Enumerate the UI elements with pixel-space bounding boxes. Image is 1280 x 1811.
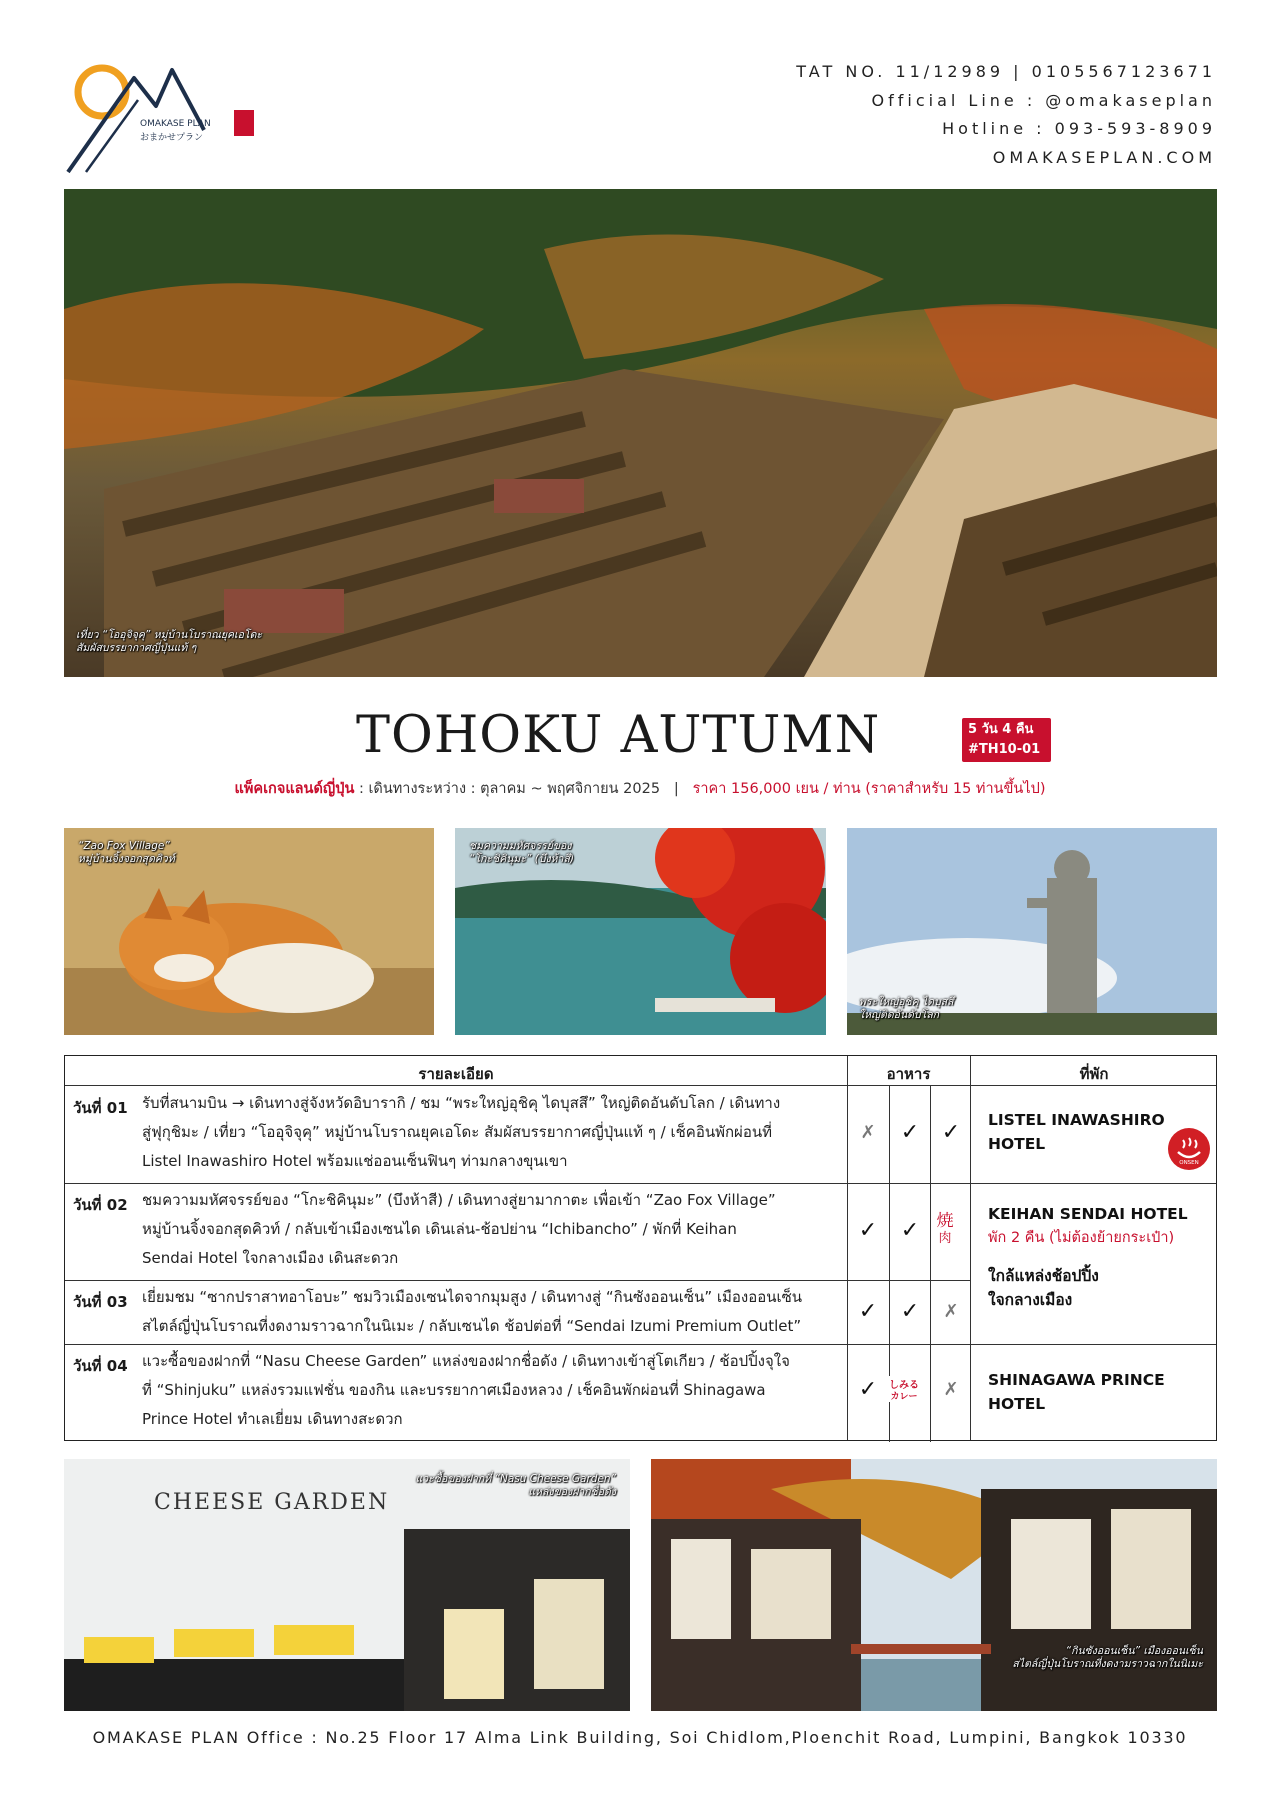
- lunch-check-icon: ✓: [900, 1299, 920, 1324]
- description-line: สู่ฟุกุชิมะ / เที่ยว “โออุจิจุคุ” หมู่บ้านโบราณยุคเอโดะ สัมผัสบรรยากาศญี่ปุ่นแท้ ๆ / เช็คอินพักผ่อนที่: [142, 1123, 772, 1141]
- store-sign: CHEESE GARDEN: [154, 1490, 390, 1515]
- omakase-plan-logo[interactable]: [64, 60, 264, 178]
- row-divider: [65, 1280, 970, 1281]
- meal-divider: [930, 1085, 931, 1442]
- description-line: Listel Inawashiro Hotel พร้อมแช่ออนเซ็นฟินๆ ท่ามกลางขุนเขา: [142, 1152, 568, 1170]
- svg-text:焼: 焼: [936, 1211, 954, 1231]
- tat-license: TAT NO. 11/12989 | 0105567123671: [796, 62, 1216, 81]
- onsen-badge-label: ONSEN: [1179, 1160, 1199, 1166]
- description-line: แวะซื้อของฝากที่ “Nasu Cheese Garden” แหล่งของฝากชื่อดัง / เดินทางเข้าสู่โตเกียว / ช้อปปิ้งจุใจ: [142, 1352, 790, 1370]
- logo-brand-name-jp: おまかせプラン: [140, 133, 204, 143]
- description-line: Sendai Hotel ใจกลางเมือง เดินสะดวก: [142, 1249, 399, 1267]
- lunch-check-icon: ✓: [900, 1218, 920, 1243]
- hotel-location-note: ใกล้แหล่งช้อปปิ้ง: [988, 1267, 1099, 1285]
- hotel-name: HOTEL: [988, 1135, 1046, 1153]
- day-label: วันที่ 01: [73, 1099, 128, 1117]
- breakfast-check-icon: ✓: [858, 1299, 878, 1324]
- package-label: แพ็คเกจแลนด์ญี่ปุ่น: [234, 781, 355, 797]
- hotel-stay-note: พัก 2 คืน (ไม่ต้องย้ายกระเป๋า): [988, 1230, 1175, 1246]
- logo-mark-icon: [64, 60, 264, 178]
- package-subline: [0, 777, 1280, 800]
- day-description: [142, 1283, 834, 1341]
- ginzan-onsen-image: [651, 1459, 1217, 1711]
- tour-duration: 5 วัน 4 คืน: [968, 722, 1034, 737]
- description-line: ที่ “Shinjuku” แหล่งรวมแฟชั่น ของกิน และบรรยากาศเมืองหลวง / เช็คอินพักผ่อนที่ Shinagawa: [142, 1381, 766, 1399]
- breakfast-check-icon: ✓: [858, 1377, 878, 1402]
- website-link[interactable]: OMAKASEPLAN.COM: [992, 147, 1216, 167]
- description-line: รับที่สนามบิน → เดินทางสู่จังหวัดอิบารากิ / ชม “พระใหญ่อุชิคุ ไดบุสสึ” ใหญ่ติดอันดับโลก / เดินทาง: [142, 1094, 781, 1112]
- breakfast-none-icon: ✗: [860, 1122, 876, 1143]
- svg-text:しみる: しみる: [889, 1380, 919, 1391]
- pond-caption: ชมความมหัศจรรย์ของ “โกะชิคินุมะ” (บึงห้าสี): [469, 840, 574, 865]
- day-description: [142, 1186, 834, 1273]
- travel-period: : เดินทางระหว่าง : ตุลาคม ~ พฤศจิกายน 2025: [354, 781, 661, 797]
- day-label: วันที่ 04: [73, 1357, 128, 1375]
- breakfast-check-icon: ✓: [858, 1218, 878, 1243]
- header-meals: อาหาร: [886, 1065, 931, 1083]
- row-divider: [65, 1183, 1216, 1184]
- package-price: ราคา 156,000 เยน / ท่าน (ราคาสำหรับ 15 ท่านขึ้นไป): [692, 781, 1046, 797]
- office-address: OMAKASE PLAN Office : No.25 Floor 17 Alma Link Building, Soi Chidlom,Ploenchit Road, Lumpini, Bangkok 10330: [92, 1728, 1188, 1747]
- gallery-photo-goshikinuma: [455, 828, 826, 1035]
- hotline[interactable]: Hotline : 093-593-8909: [942, 119, 1216, 138]
- ginzan-onsen-caption: “กินซังออนเซ็น” เมืองออนเซ็น สไตล์ญี่ปุ่นโบราณที่งดงามราวฉากในนิเมะ: [1012, 1645, 1203, 1670]
- curry-restaurant-icon: [887, 1376, 921, 1402]
- col-divider: [847, 1056, 848, 1440]
- logo-brand-name: OMAKASE PLAN: [140, 119, 211, 129]
- contact-block: [796, 58, 1216, 172]
- dinner-check-icon: ✓: [941, 1120, 961, 1145]
- hotel-name: HOTEL: [988, 1395, 1046, 1413]
- cheese-garden-caption: แวะซื้อของฝากที่ “Nasu Cheese Garden” แหล่งของฝากชื่อดัง: [415, 1473, 616, 1498]
- hotel-keihan-sendai: [988, 1202, 1188, 1312]
- village-image: [64, 189, 1217, 677]
- hotel-name: SHINAGAWA PRINCE: [988, 1371, 1165, 1389]
- bottom-photo-cheese-garden: [64, 1459, 630, 1711]
- daibutsu-caption: พระใหญ่อุชิคุ ไดบุสสึ ใหญ่ติดอันดับโลก: [859, 996, 954, 1021]
- description-line: เยี่ยมชม “ซากปราสาทอาโอบะ” ชมวิวเมืองเซนไดจากมุมสูง / เดินทางสู่ “กินซังออนเซ็น” เมืองออนเซ็น: [142, 1288, 803, 1306]
- day-label: วันที่ 02: [73, 1196, 128, 1214]
- yakiniku-icon: [931, 1206, 959, 1246]
- itinerary-table: [64, 1055, 1217, 1441]
- description-line: สไตล์ญี่ปุ่นโบราณที่งดงามราวฉากในนิเมะ / กลับเซนได ช้อปต่อที่ “Sendai Izumi Premium Outlet”: [142, 1317, 802, 1335]
- hotel-name: KEIHAN SENDAI HOTEL: [988, 1205, 1188, 1223]
- header-details: รายละเอียด: [418, 1065, 494, 1083]
- row-divider: [65, 1344, 1216, 1345]
- description-line: หมู่บ้านจิ้งจอกสุดคิวท์ / กลับเข้าเมืองเซนได เดินเล่น-ช้อปย่าน “Ichibancho” / พักที่ Keihan: [142, 1220, 737, 1238]
- tour-code: #TH10-01: [968, 742, 1041, 757]
- hero-photo-ouchijuku: [64, 189, 1217, 677]
- subline-separator: |: [673, 781, 679, 797]
- gallery-photo-ushiku-daibutsu: [847, 828, 1217, 1035]
- hero-caption: เที่ยว “โออุจิจุคุ” หมู่บ้านโบราณยุคเอโดะ สัมผัสบรรยากาศญี่ปุ่นแท้ ๆ: [76, 629, 263, 654]
- lunch-check-icon: ✓: [900, 1120, 920, 1145]
- hotel-location-note: ใจกลางเมือง: [988, 1291, 1073, 1309]
- svg-text:カレー: カレー: [890, 1392, 918, 1402]
- svg-text:肉: 肉: [938, 1231, 952, 1246]
- bottom-photo-ginzan-onsen: [651, 1459, 1217, 1711]
- day-description: [142, 1089, 834, 1176]
- hotel-name: LISTEL INAWASHIRO: [988, 1111, 1165, 1129]
- onsen-badge-icon: [1168, 1128, 1210, 1170]
- page-title: TOHOKU AUTUMN: [356, 706, 881, 765]
- day-description: [142, 1347, 834, 1434]
- hotel-shinagawa-prince: [988, 1368, 1165, 1416]
- dinner-none-icon: ✗: [943, 1301, 959, 1322]
- col-divider: [970, 1056, 971, 1440]
- hotel-listel-inawashiro: [988, 1108, 1165, 1156]
- day-label: วันที่ 03: [73, 1293, 128, 1311]
- official-line[interactable]: Official Line : @omakaseplan: [871, 90, 1216, 110]
- gallery-photo-fox-village: [64, 828, 434, 1035]
- dinner-none-icon: ✗: [943, 1379, 959, 1400]
- fox-caption: “Zao Fox Village” หมู่บ้านจิ้งจอกสุดคิวท์: [78, 840, 175, 865]
- description-line: Prince Hotel ทำเลเยี่ยม เดินทางสะดวก: [142, 1410, 403, 1428]
- description-line: ชมความมหัศจรรย์ของ “โกะชิคินุมะ” (บึงห้าสี) / เดินทางสู่ยามากาตะ เพื่อเข้า “Zao Fox Village”: [142, 1191, 776, 1209]
- tour-tag: [962, 718, 1051, 762]
- header-hotel: ที่พัก: [1079, 1065, 1109, 1083]
